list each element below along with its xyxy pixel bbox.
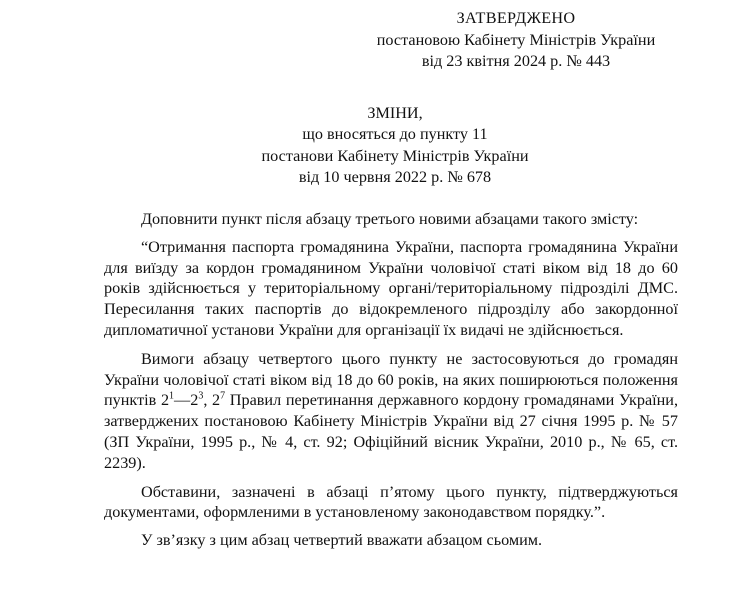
range-dash: —2 xyxy=(174,391,199,410)
intro-paragraph: Доповнити пункт після абзацу третього новими абзацами такого змісту: xyxy=(141,210,639,228)
approval-authority: постановою Кабінету Міністрів України xyxy=(376,30,656,49)
amendment-paragraph-2 xyxy=(104,349,678,474)
approval-title: ЗАТВЕРДЖЕНО xyxy=(456,9,576,27)
separator: , 2 xyxy=(203,391,221,410)
superscript-7: 7 xyxy=(220,390,226,402)
amendment-paragraph-3: Обставини, зазначені в абзаці п’ятому цього пункту, підтверджуються документами, оформленими в установленому законодавством порядку.”. xyxy=(104,482,678,522)
approval-date: від 23 квітня 2024 р. № 443 xyxy=(421,52,611,70)
amendment-paragraph-1: “Отримання паспорта громадянина України, паспорта громадянина України для виїзду за кордон громадянином України чоловічої статі віком від 18 до 60 років здійснюється у територіальному органі/територіальному підрозділі ДМС. Пересилання таких паспортів до відокремленого підрозділу або закордонної дипломатичної установи України для організації їх видачі не здійснюється. xyxy=(104,237,678,339)
document-body xyxy=(104,209,678,551)
superscript-1: 1 xyxy=(169,390,175,402)
document-heading xyxy=(220,103,570,188)
heading-resolution: постанови Кабінету Міністрів України xyxy=(261,146,529,165)
heading-date: від 10 червня 2022 р. № 678 xyxy=(298,167,492,186)
approval-block xyxy=(330,8,702,73)
closing-paragraph: У зв’язку з цим абзац четвертий вважати абзацом сьомим. xyxy=(141,531,543,550)
superscript-3: 3 xyxy=(198,390,204,402)
heading-title: ЗМІНИ, xyxy=(367,104,423,122)
amendment-paragraph-2-text-end: Правил перетинання державного кордону громадянами України, затверджених постановою Кабінету Міністрів України від 27 січня 1995 р. № 57 (ЗП України, 1995 р., № 4, ст. 92; Офіційний вісник України, 2010 р., № 65, ст. 2239). xyxy=(104,391,678,472)
heading-subject: що вносяться до пункту 11 xyxy=(302,125,488,144)
amendment-paragraph-2-text-start: Вимоги абзацу четвертого цього пункту не застосовуються до громадян України чоловічої статі віком від 18 до 60 років, на яких поширюються положення пунктів 2 xyxy=(104,349,678,410)
